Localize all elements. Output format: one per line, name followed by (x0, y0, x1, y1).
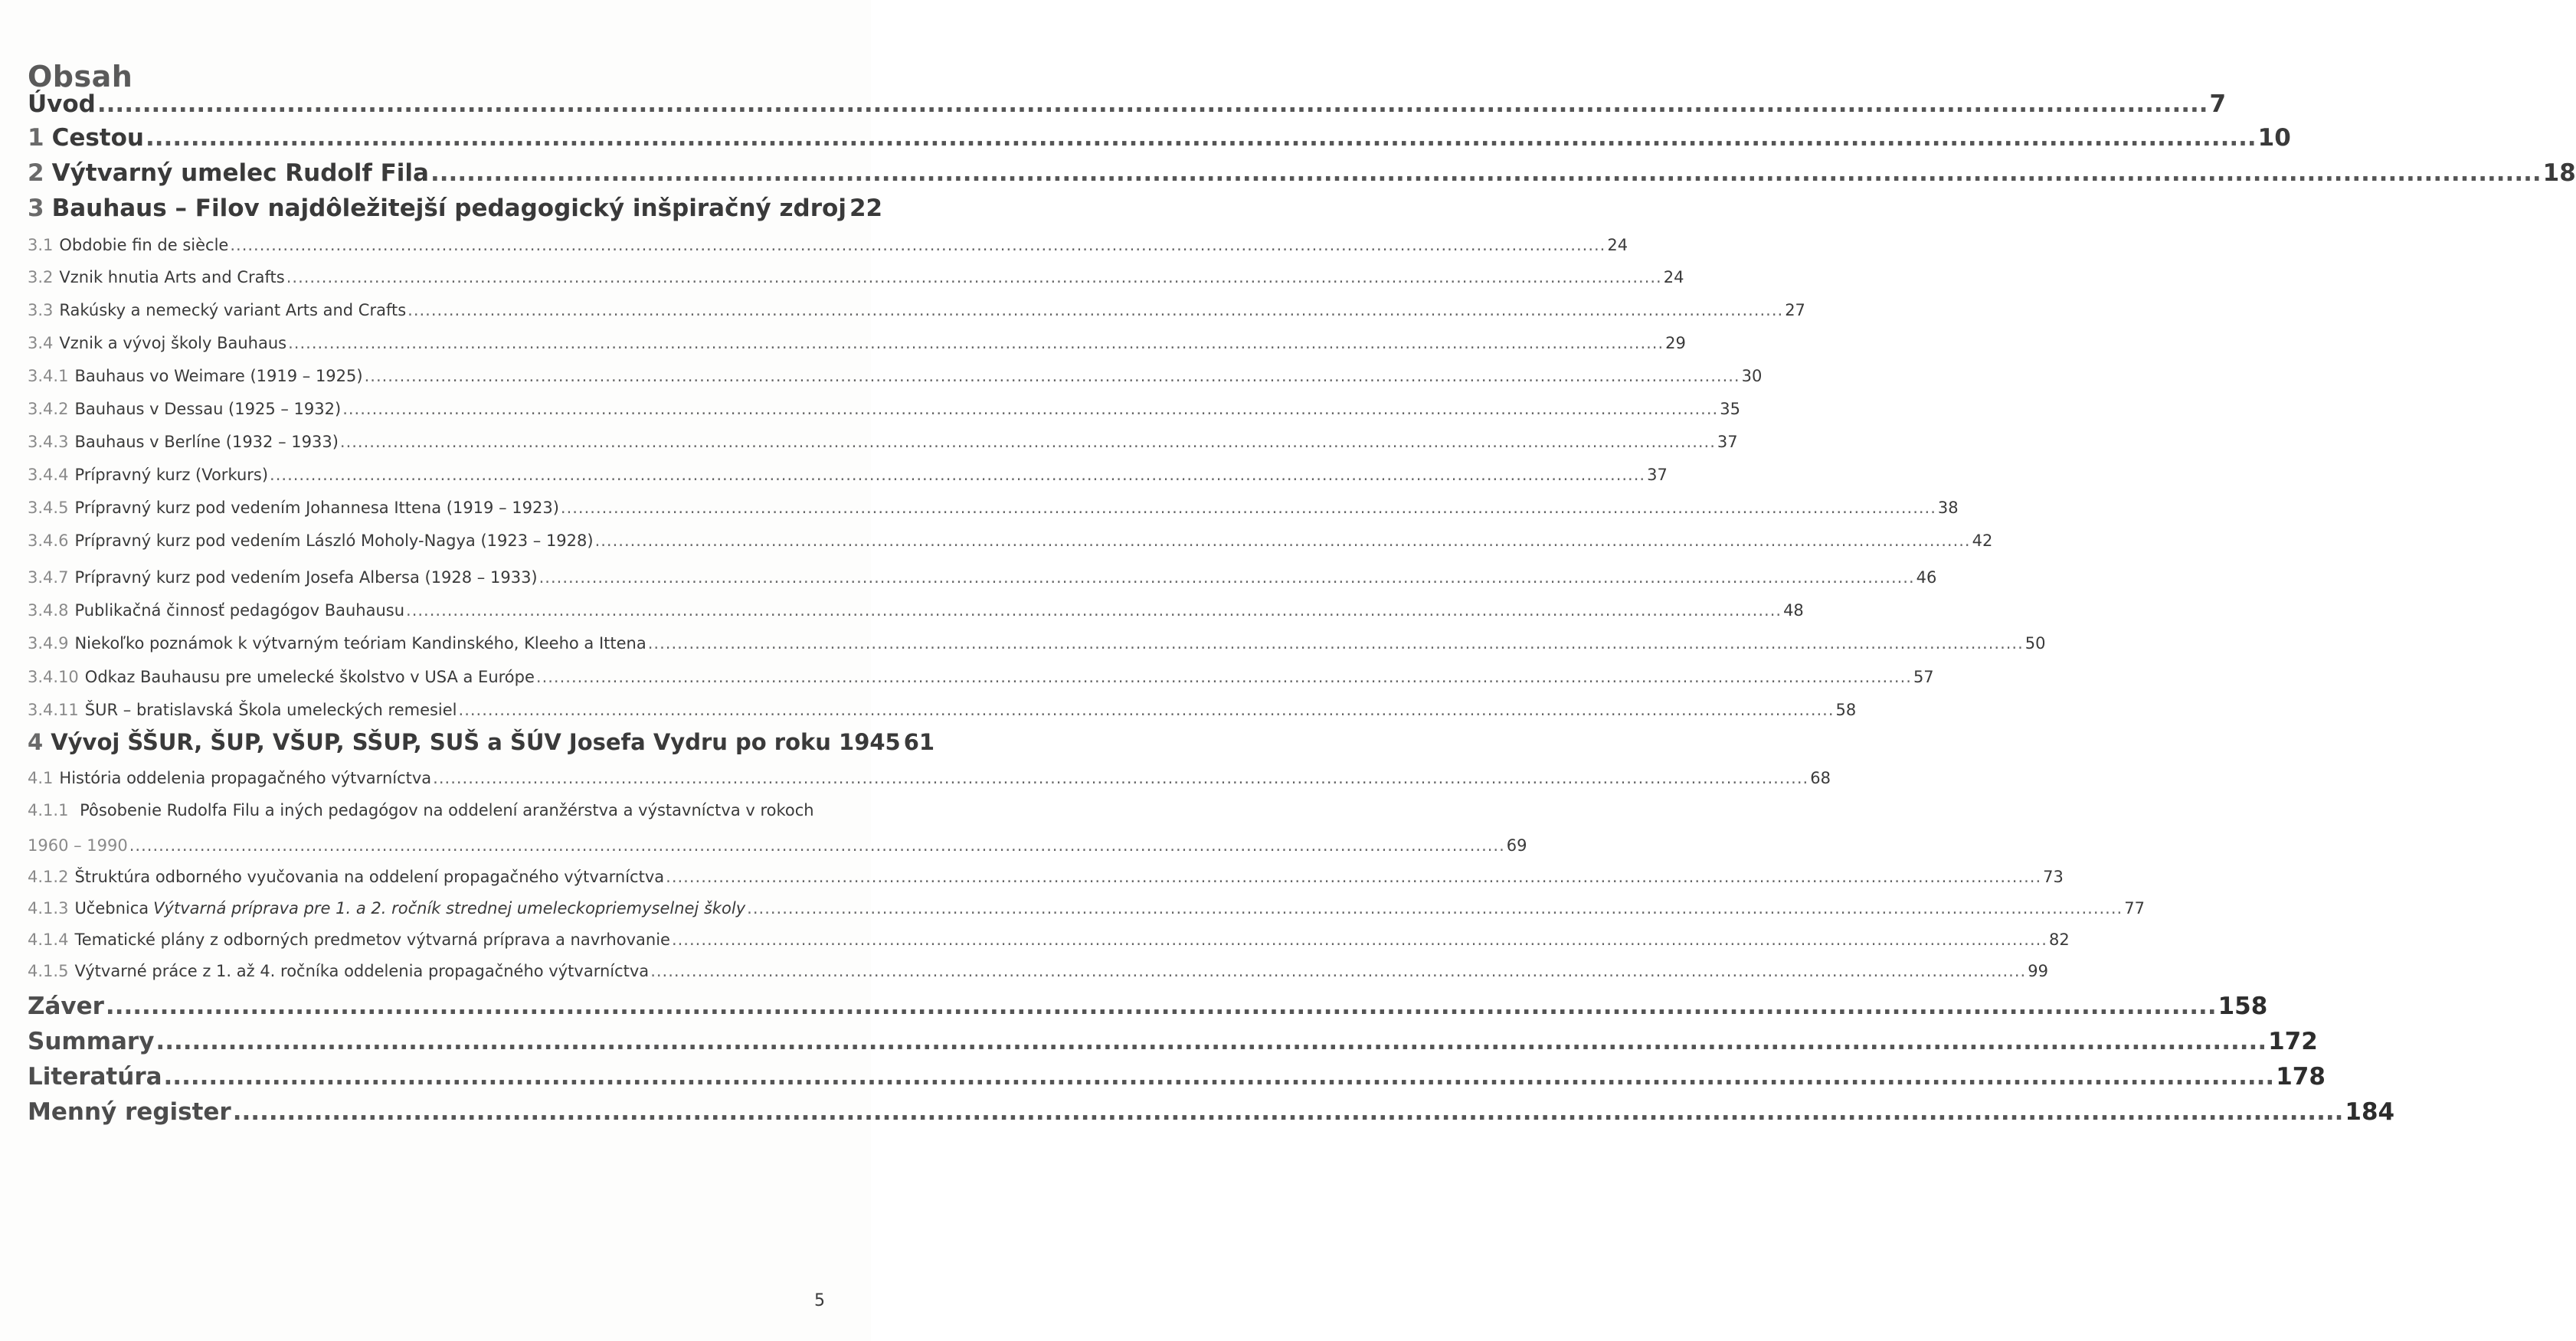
entry-label: Menný register (28, 1098, 231, 1126)
table-of-contents (28, 0, 2576, 1341)
entry-page: 30 (1741, 367, 1763, 385)
toc-entry-4-1-4[interactable] (28, 931, 2070, 949)
entry-page: 42 (1972, 531, 1993, 550)
entry-number: 3.4.1 (28, 367, 69, 385)
entry-label: Bauhaus vo Weimare (1919 – 1925) (74, 367, 363, 385)
dot-leader (340, 433, 1716, 451)
entry-page: 77 (2124, 899, 2145, 917)
entry-label: Vývoj ŠŠUR, ŠUP, VŠUP, SŠUP, SUŠ a ŠÚV Josefa Vydru po roku 1945 (51, 729, 901, 755)
entry-number: 4.1.2 (28, 868, 69, 886)
entry-number: 4.1 (28, 769, 54, 787)
dot-leader (164, 1063, 2275, 1091)
toc-entry-summary[interactable] (28, 1028, 2318, 1055)
toc-entry-3-4-5[interactable] (28, 499, 1959, 517)
entry-number: 4 (28, 729, 44, 755)
toc-entry-3-4-4[interactable] (28, 466, 1668, 484)
dot-leader (365, 367, 1740, 385)
entry-page: 18 (2542, 159, 2576, 187)
entry-page: 46 (1916, 568, 1937, 587)
dot-leader (129, 836, 1505, 855)
entry-label-continued: 1960 – 1990 (28, 836, 128, 855)
toc-entry-menny-register[interactable] (28, 1098, 2395, 1126)
entry-label: Summary (28, 1028, 155, 1055)
entry-label: Cestou (51, 124, 144, 152)
dot-leader (459, 701, 1835, 719)
entry-number: 3.4.4 (28, 466, 69, 484)
entry-page: 29 (1665, 334, 1686, 352)
toc-entry-zaver[interactable] (28, 993, 2268, 1020)
entry-label: Pôsobenie Rudolfa Filu a iných pedagógov na oddelení aranžérstva a výstavníctva v rokoch (80, 801, 814, 819)
entry-number: 4.1.4 (28, 931, 69, 949)
toc-entry-uvod[interactable] (28, 90, 2227, 118)
entry-label: Prípravný kurz pod vedením Josefa Albersa (1928 – 1933) (74, 568, 538, 587)
entry-number: 2 (28, 159, 44, 187)
dot-leader (408, 301, 1783, 319)
entry-number: 3.4.9 (28, 634, 69, 653)
entry-page: 69 (1506, 836, 1527, 855)
page-title: Obsah (28, 60, 133, 93)
entry-page: 24 (1663, 268, 1684, 286)
entry-label: Bauhaus v Dessau (1925 – 1932) (74, 400, 342, 418)
entry-page: 58 (1835, 701, 1857, 719)
entry-label: Prípravný kurz (Vorkurs) (74, 466, 269, 484)
toc-entry-3-4-10[interactable] (28, 668, 1934, 686)
toc-entry-4-1-1-line1[interactable] (28, 801, 814, 819)
entry-number: 3.4.6 (28, 531, 69, 550)
entry-page: 57 (1913, 668, 1934, 686)
dot-leader (561, 499, 1936, 517)
entry-number: 3 (28, 195, 44, 222)
toc-entry-2[interactable] (28, 159, 2576, 187)
toc-entry-3-4[interactable] (28, 334, 1686, 352)
entry-label: Tematické plány z odborných predmetov výtvarná príprava a navrhovanie (74, 931, 670, 949)
toc-entry-1[interactable] (28, 124, 2291, 152)
entry-label: Vznik hnutia Arts and Crafts (59, 268, 285, 286)
entry-page: 158 (2218, 993, 2268, 1020)
toc-entry-4[interactable] (28, 729, 935, 755)
entry-page: 7 (2209, 90, 2227, 118)
entry-label: Niekoľko poznámok k výtvarným teóriam Kandinského, Kleeho a Ittena (74, 634, 646, 653)
entry-page: 50 (2024, 634, 2046, 653)
entry-label: Úvod (28, 90, 96, 118)
entry-number: 3.4.3 (28, 433, 69, 451)
dot-leader (747, 899, 2123, 917)
entry-label: Prípravný kurz pod vedením László Moholy-Nagya (1923 – 1928) (74, 531, 594, 550)
toc-entry-4-1-2[interactable] (28, 868, 2064, 886)
entry-label: Literatúra (28, 1063, 162, 1091)
dot-leader (648, 634, 2024, 653)
entry-label: Bauhaus – Filov najdôležitejší pedagogický inšpiračný zdroj (51, 195, 846, 222)
toc-entry-3-4-7[interactable] (28, 568, 1937, 587)
entry-number: 3.3 (28, 301, 54, 319)
entry-number: 3.4.7 (28, 568, 69, 587)
entry-number: 1 (28, 124, 44, 152)
entry-number: 3.4.5 (28, 499, 69, 517)
dot-leader (595, 531, 1971, 550)
entry-label: ŠUR – bratislavská Škola umeleckých remesiel (84, 701, 457, 719)
entry-label-italic: Výtvarná príprava pre 1. a 2. ročník strednej umeleckopriemyselnej školy (153, 899, 746, 917)
dot-leader (270, 466, 1645, 484)
entry-page: 35 (1720, 400, 1740, 418)
entry-label: Odkaz Bauhausu pre umelecké školstvo v USA a Európe (84, 668, 535, 686)
dot-leader (106, 993, 2217, 1020)
dot-leader (342, 400, 1718, 418)
toc-entry-4-1[interactable] (28, 769, 1831, 787)
toc-entry-3-3[interactable] (28, 301, 1805, 319)
entry-page: 99 (2028, 962, 2048, 980)
toc-entry-3-4-6[interactable] (28, 531, 1993, 550)
entry-page: 22 (849, 195, 883, 222)
toc-entry-4-1-1-line2[interactable] (28, 836, 1527, 855)
entry-label: Vznik a vývoj školy Bauhaus (59, 334, 287, 352)
entry-label: Záver (28, 993, 104, 1020)
entry-page: 37 (1717, 433, 1738, 451)
entry-page: 24 (1607, 236, 1628, 254)
toc-entry-3-4-3[interactable] (28, 433, 1738, 451)
entry-number: 4.1.1 (28, 801, 69, 819)
dot-leader (539, 568, 1915, 587)
entry-page: 172 (2268, 1028, 2318, 1055)
dot-leader (433, 769, 1808, 787)
entry-label: Výtvarné práce z 1. až 4. ročníka oddelenia propagačného výtvarníctva (74, 962, 650, 980)
toc-entry-3-4-9[interactable] (28, 634, 2046, 653)
page-number: 5 (814, 1291, 825, 1310)
toc-entry-3[interactable] (28, 195, 883, 222)
entry-number: 3.1 (28, 236, 54, 254)
entry-page: 37 (1647, 466, 1668, 484)
entry-page: 10 (2257, 124, 2291, 152)
dot-leader (666, 868, 2041, 886)
dot-leader (230, 236, 1605, 254)
entry-number: 3.4.11 (28, 701, 79, 719)
entry-label: Výtvarný umelec Rudolf Fila (51, 159, 429, 187)
toc-entry-3-2[interactable] (28, 268, 1684, 286)
entry-label: História oddelenia propagačného výtvarníctva (59, 769, 432, 787)
entry-page: 61 (903, 729, 935, 755)
toc-entry-4-1-5[interactable] (28, 962, 2048, 980)
toc-entry-3-4-8[interactable] (28, 601, 1804, 620)
toc-entry-4-1-3[interactable] (28, 899, 2145, 917)
dot-leader (97, 90, 2208, 118)
entry-label: Publikačná činnosť pedagógov Bauhausu (74, 601, 405, 620)
toc-entry-3-4-11[interactable] (28, 701, 1857, 719)
toc-entry-3-4-2[interactable] (28, 400, 1740, 418)
dot-leader (286, 268, 1662, 286)
entry-page: 48 (1783, 601, 1804, 620)
entry-number: 3.4 (28, 334, 54, 352)
entry-number: 3.4.8 (28, 601, 69, 620)
entry-label: Bauhaus v Berlíne (1932 – 1933) (74, 433, 339, 451)
dot-leader (155, 1028, 2267, 1055)
dot-leader (406, 601, 1782, 620)
entry-label: Obdobie fin de siècle (59, 236, 229, 254)
entry-label: Učebnica (74, 899, 149, 917)
entry-label: Prípravný kurz pod vedením Johannesa Ittena (1919 – 1923) (74, 499, 559, 517)
entry-page: 68 (1810, 769, 1831, 787)
dot-leader (536, 668, 1912, 686)
toc-entry-literatura[interactable] (28, 1063, 2326, 1091)
dot-leader (288, 334, 1664, 352)
entry-number: 3.4.2 (28, 400, 69, 418)
dot-leader (650, 962, 2026, 980)
dot-leader (233, 1098, 2344, 1126)
entry-number: 3.4.10 (28, 668, 79, 686)
entry-page: 27 (1785, 301, 1805, 319)
dot-leader (146, 124, 2257, 152)
entry-page: 38 (1937, 499, 1959, 517)
entry-page: 82 (2048, 931, 2070, 949)
entry-number: 3.2 (28, 268, 54, 286)
entry-number: 4.1.3 (28, 899, 69, 917)
entry-page: 178 (2276, 1063, 2326, 1091)
entry-label: Rakúsky a nemecký variant Arts and Crafts (59, 301, 407, 319)
entry-label: Štruktúra odborného vyučovania na oddelení propagačného výtvarníctva (74, 868, 665, 886)
entry-page: 73 (2043, 868, 2064, 886)
entry-page: 184 (2345, 1098, 2395, 1126)
toc-entry-3-4-1[interactable] (28, 367, 1763, 385)
toc-entry-3-1[interactable] (28, 236, 1628, 254)
dot-leader (430, 159, 2542, 187)
entry-number: 4.1.5 (28, 962, 69, 980)
dot-leader (672, 931, 2047, 949)
